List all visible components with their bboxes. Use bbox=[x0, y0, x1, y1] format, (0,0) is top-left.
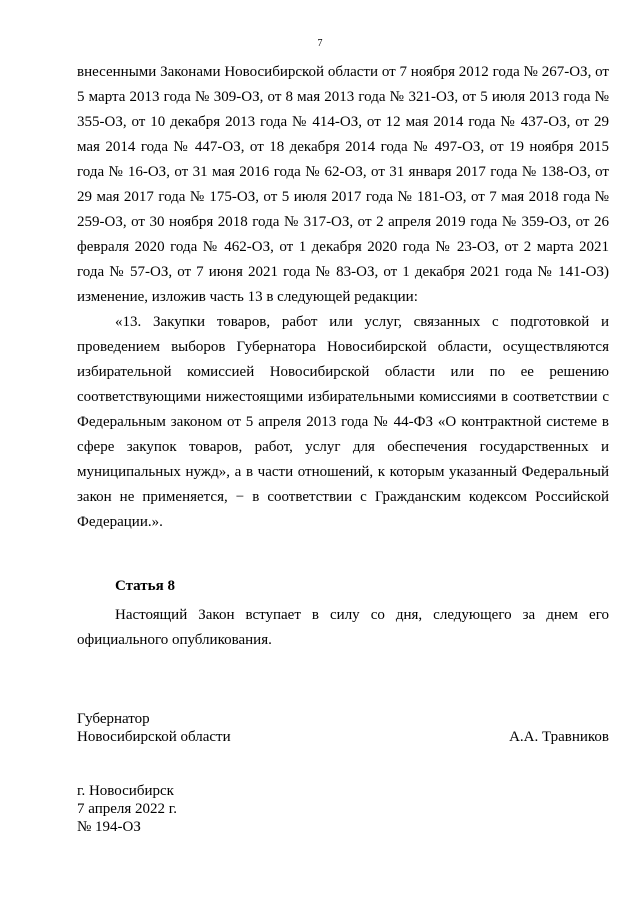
signature-block bbox=[77, 710, 609, 746]
document-body bbox=[77, 60, 609, 535]
signature-row bbox=[77, 728, 609, 746]
law-number: № 194-ОЗ bbox=[77, 819, 141, 835]
body-paragraph-part-13: «13. Закупки товаров, работ или услуг, связанных с подготовкой и проведением выборов Губернатора Новосибирской области, осуществляются избирательной комиссией Новосибирской области или по ее решению соответствующими нижестоящими избирательными комиссиями в соответствии с Федеральным законом от 5 апреля 2013 года № 44-ФЗ «О контрактной системе в сфере закупок товаров, работ, услуг для обеспечения государственных и муниципальных нужд», а в части отношений, к которым указанный Федеральный закон не применяется, − в соответствии с Гражданским кодексом Российской Федерации.». bbox=[77, 314, 609, 530]
issue-date: 7 апреля 2022 г. bbox=[77, 801, 177, 817]
article-8-text: Настоящий Закон вступает в силу со дня, следующего за днем его официального опубликования. bbox=[77, 607, 609, 648]
signatory-name: А.А. Травников bbox=[509, 729, 609, 745]
law-details bbox=[77, 782, 177, 836]
signatory-position-line-2: Новосибирской области bbox=[77, 729, 231, 745]
page-number: 7 bbox=[317, 38, 323, 49]
body-paragraph-amendments: внесенными Законами Новосибирской области от 7 ноября 2012 года № 267-ОЗ, от 5 марта 2013 года № 309-ОЗ, от 8 мая 2013 года № 321-ОЗ, от 5 июля 2013 года № 355-ОЗ, от 10 декабря 2013 года № 414-ОЗ, от 12 мая 2014 года № 437-ОЗ, от 29 мая 2014 года № 447-ОЗ, от 18 декабря 2014 года № 497-ОЗ, от 19 ноября 2015 года № 16-ОЗ, от 31 мая 2016 года № 62-ОЗ, от 31 января 2017 года № 138-ОЗ, от 29 мая 2017 года № 175-ОЗ, от 5 июля 2017 года № 181-ОЗ, от 7 мая 2018 года № 259-ОЗ, от 30 ноября 2018 года № 317-ОЗ, от 2 апреля 2019 года № 359-ОЗ, от 26 февраля 2020 года № 462-ОЗ, от 1 декабря 2020 года № 23-ОЗ, от 2 марта 2021 года № 57-ОЗ, от 7 июня 2021 года № 83-ОЗ, от 1 декабря 2021 года № 141-ОЗ) изменение, изложив часть 13 в следующей редакции: bbox=[77, 64, 609, 305]
issue-city: г. Новосибирск bbox=[77, 783, 174, 799]
article-8-title: Статья 8 bbox=[115, 578, 175, 594]
article-8-body bbox=[77, 603, 609, 653]
signatory-position-line-1: Губернатор bbox=[77, 711, 150, 727]
